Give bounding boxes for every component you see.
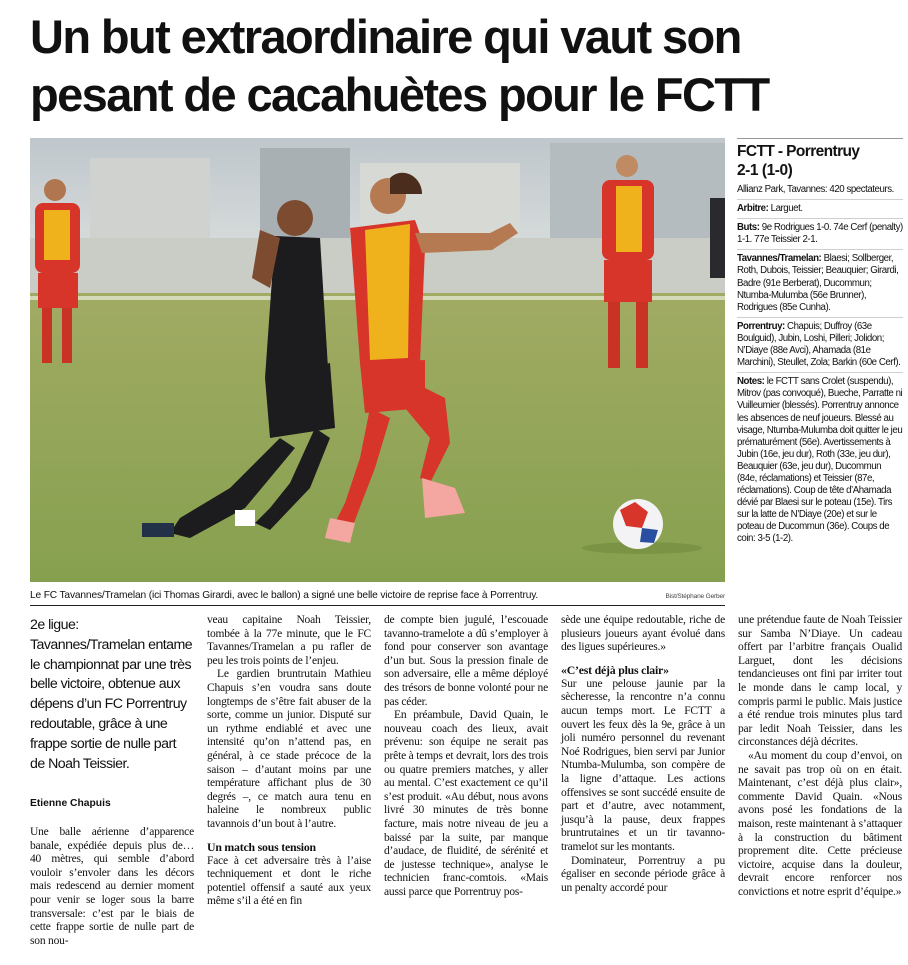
paragraph: Dominateur, Porrentruy a pu égaliser en seconde période grâce à un penalty accordé pour <box>561 854 725 894</box>
column-1 <box>30 826 194 948</box>
subheading: Un match sous tension <box>207 839 316 854</box>
paragraph: une prétendue faute de Noah Teissier sur Samba N’Diaye. Un cadeau offert par l’arbitre français Oualid Larguet, dont les décisions tendancieuses ont fini par irriter tout le monde dans le camp local, y compris parmi le public. Mais justice a été rendue trois minutes plus tard par ledit Noah Teissier, dans les circonstances déjà décrites. <box>738 614 902 749</box>
paragraph: En préambule, David Quain, le nouveau coach des lieux, avait prévenu: son équipe ne serait pas prête à temps et devrait, lors des trois ou quatre premiers matches, y aller au mental. C’est exactement ce qu’il s’est produit. «Au début, nous avons livré 30 minutes de très bonne facture, mais notre niveau de jeu a baissé par la suite, par manque d’audace, de fluidité, de sérénité et de justesse technique», analyse le technicien franc-comtois. «Mais aussi parce que Porrentruy pos- <box>384 709 548 898</box>
paragraph: sède une équipe redoutable, riche de plusieurs joueurs ayant évolué dans des ligues supérieures.» <box>561 614 725 654</box>
column-5 <box>738 614 902 899</box>
paragraph: Face à cet adversaire très à l’aise techniquement et dont le riche potentiel offensif a sauté aux yeux même s’il a été en fin <box>207 854 371 908</box>
column-3 <box>384 614 548 899</box>
match-score: 2-1 (1-0) <box>737 162 793 179</box>
match-photo <box>30 138 725 582</box>
sidebar-lineup-home: Tavannes/Tramelan: Blaesi; Sollberger, Roth, Dubois, Teissier; Beauquier; Girardi, Badre (91e Berberat), Ducommun; Ntumba-Mulumba (56e Brunner), Rodrigues (85e Cunha). <box>737 253 903 317</box>
caption-text: Le FC Tavannes/Tramelan (ici Thomas Girardi, avec le ballon) a signé une belle victoire de reprise face à Porrentruy. <box>30 590 539 601</box>
sidebar-lineup-away: Porrentruy: Chapuis; Duffroy (63e Boulguid), Jubin, Loshi, Pilleri; Jolidon; N’Diaye (88e Avci), Ahamada (81e Marchini), Steullet, Zola; Barkin (60e Cerf). <box>737 321 903 373</box>
photo-caption <box>30 588 725 606</box>
article-lead: 2e ligue: Tavannes/Tramelan entame le championnat par une très belle victoire, obtenue aux dépens d’un FC Porrentruy redoutable, grâce à une frappe sortie de nulle part de Noah Teissier. <box>30 617 193 772</box>
paragraph: veau capitaine Noah Teissier, tombée à la 77e minute, que le FC Tavannes/Tramelan a pu rafler de peu les trois points de l’enjeu. <box>207 614 371 667</box>
paragraph: Une balle aérienne d’apparence banale, expédiée depuis plus de… 40 mètres, qui semble d’abord vouloir s’envoler dans les décors mais redescend au dernier moment pour venir se loger sous la barre transversale: c’est par le biais de cette frappe sortie de nulle part de son nou- <box>30 826 194 947</box>
column-4 <box>561 614 725 895</box>
paragraph: Sur une pelouse jaunie par la sècheresse, la rencontre n’a connu aucun temps mort. Le FCTT a ouvert les feux dès la 9e, grâce à un joli numéro personnel du revenant Noé Rodrigues, bien servi par Junior Ntumba-Mulumba, son compère de la ligne d’attaque. Les actions offensives se sont succédé ensuite de part et d’autre, avec notamment, jusqu’à la pause, deux frappes bruntrutaines et un tir tavanno-tramelot sur les montants. <box>561 677 725 853</box>
headline: Un but extraordinaire qui vaut son pesant de cacahuètes pour le FCTT <box>30 10 769 121</box>
sidebar-venue: Allianz Park, Tavannes: 420 spectateurs. <box>737 184 903 200</box>
paragraph: «Au moment du coup d’envoi, on ne savait pas trop où on en était. Maintenant, c’est déjà plus clair», commente David Quain. «Nous avons posé les fondations de la maison, reste maintenant à s’attaquer à la construction du bâtiment proprement dite. Cette précieuse victoire, acquise dans la douleur, devrait encore renforcer nos convictions et notre esprit d’équipe.» <box>738 749 902 898</box>
article-author: Etienne Chapuis <box>30 798 111 809</box>
sidebar-rule <box>737 138 903 139</box>
photo-illustration <box>30 138 725 582</box>
match-title: FCTT - Porrentruy <box>737 143 860 160</box>
photo-credit: Bist/Stéphane Gerber <box>665 593 725 600</box>
match-sheet-sidebar <box>737 138 903 584</box>
paragraph: de compte bien jugulé, l’escouade tavanno-tramelote a dû s’employer à fond pour conserver son avantage d’un but. Sous la pression finale de son adversaire, elle a même déployé des trésors de bonne volonté pour ne pas céder. <box>384 614 548 708</box>
sidebar-goals: Buts: 9e Rodrigues 1-0. 74e Cerf (penalty) 1-1. 77e Teissier 2-1. <box>737 222 903 250</box>
sidebar-referee: Arbitre: Larguet. <box>737 203 903 219</box>
column-2 <box>207 614 371 909</box>
paragraph: Le gardien bruntrutain Mathieu Chapuis s’en voudra sans doute longtemps de s’être fait abuser de la sorte, comme un junior. Disputé sur un rythme endiablé et avec une intensité qu’on n’attend pas, en général, à ce stade précoce de la saison – d’autant moins par une température affichant plus de 30 degrés –, ce match aura tenu en haleine le nombreux public tavannois d’un bout à l’autre. <box>207 668 371 830</box>
subheading: «C’est déjà plus clair» <box>561 662 669 677</box>
sidebar-notes: Notes: le FCTT sans Crolet (suspendu), Mitrov (pas convoqué), Bueche, Parratte ni Vuilleumier (blessés). Porrentruy annonce les absences de neuf joueurs. Blessé au visage, Ntumba-Mulumba doit quitter le jeu prématurément (56e). Avertissements à Jubin (16e, jeu dur), Roth (33e, jeu dur), Beauquier (63e, jeu dur), Ducommun (84e, réclamations) et Teissier (87e, réclamations). Coup de tête d’Ahamada dévié par Blaesi sur le poteau (15e). Tirs sur la latte de N’Diaye (20e) et sur le poteau de Ducommun (36e). Coups de coin: 3-5 (1-2). <box>737 376 903 545</box>
